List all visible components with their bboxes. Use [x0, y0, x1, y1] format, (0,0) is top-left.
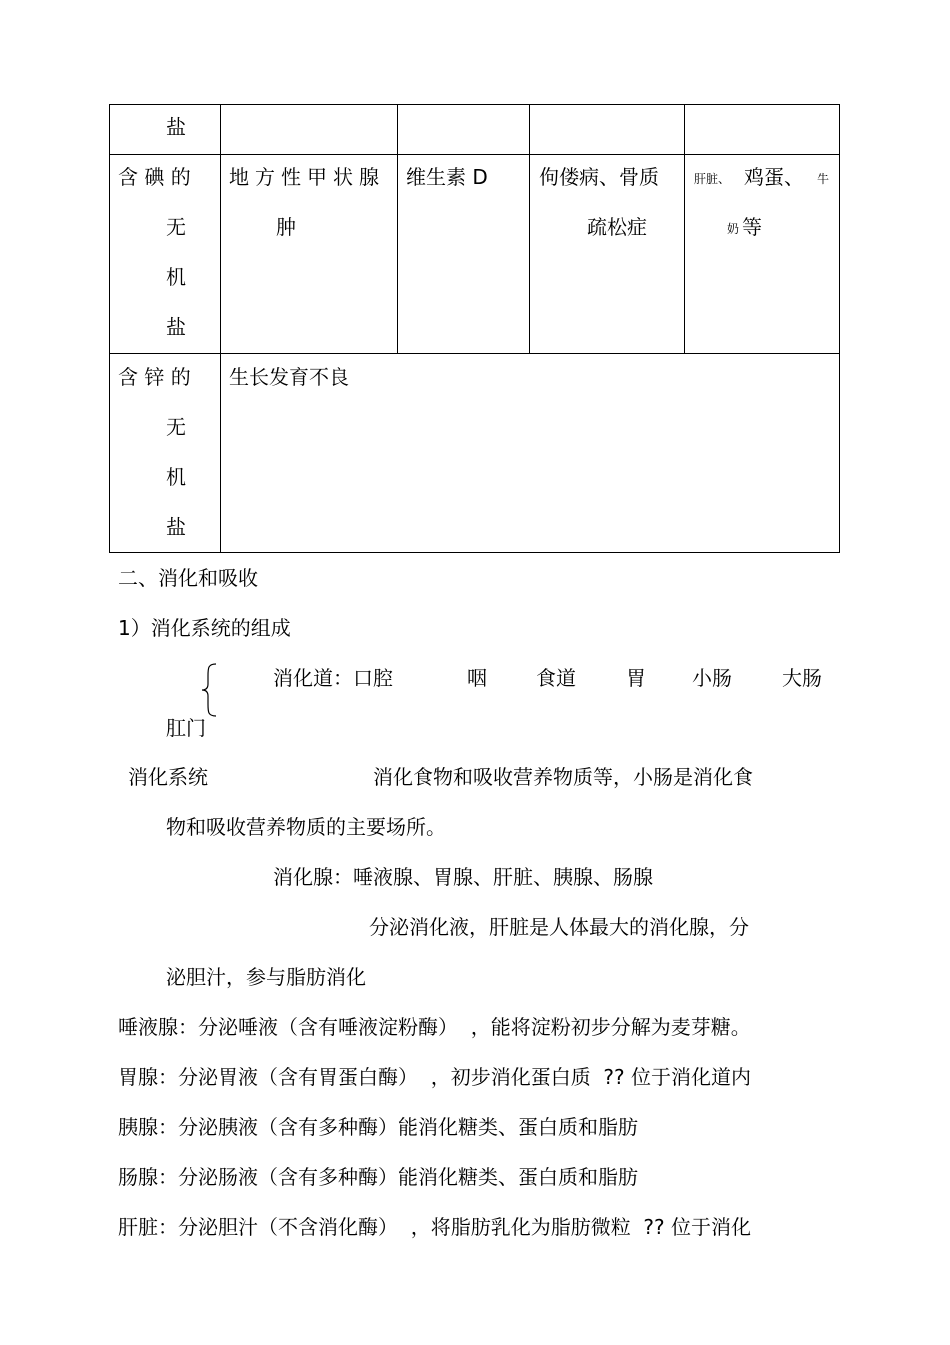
table-cell: 盐 [166, 315, 186, 339]
table-cell: 佝偻病、骨质 [539, 165, 659, 189]
tract-item: 小肠 [692, 666, 732, 690]
table-cell: 等 [742, 215, 762, 239]
table-cell: 盐 [166, 115, 186, 139]
tract-item: 食道 [536, 666, 576, 690]
tract-item: 肛门 [166, 716, 206, 740]
table-cell: 肿 [276, 215, 296, 239]
table-cell: 盐 [166, 515, 186, 539]
table-cell: 维生素 D [406, 165, 488, 189]
gland-item: 唾液腺：分泌唾液（含有唾液淀粉酶） ，能将淀粉初步分解为麦芽糖。 [118, 1015, 751, 1039]
gland-item: 肝脏：分泌胆汁（不含消化酶） ，将脂肪乳化为脂肪微粒 ?? 位于消化 [118, 1215, 752, 1239]
table-cell: 生长发育不良 [229, 365, 349, 389]
table-row-divider [109, 154, 840, 155]
table-col-divider [529, 104, 530, 354]
tract-description: 物和吸收营养物质的主要场所。 [166, 815, 446, 839]
table-row-divider [109, 353, 840, 354]
tract-item: 胃 [626, 666, 646, 690]
brace-icon [198, 662, 220, 718]
table-border-bottom [109, 552, 840, 553]
table-col-divider [220, 104, 221, 553]
digestive-system-label: 消化系统 [128, 765, 208, 789]
tract-item: 咽 [467, 666, 487, 690]
table-cell: 肝脏、 [694, 172, 731, 186]
digestive-tract-label: 消化道：口腔 [273, 666, 393, 690]
table-cell: 无 [166, 215, 186, 239]
tract-description: 消化食物和吸收营养物质等，小肠是消化食 [373, 765, 753, 789]
table-cell: 无 [166, 415, 186, 439]
gland-item: 胰腺：分泌胰液（含有多种酶）能消化糖类、蛋白质和脂肪 [118, 1115, 638, 1139]
table-cell: 含 碘 的 [118, 165, 191, 189]
table-border-top [109, 104, 840, 105]
table-cell: 地方性甲状腺 [229, 165, 385, 189]
subsection-heading: 1）消化系统的组成 [118, 616, 291, 640]
table-cell: 机 [166, 265, 186, 289]
gland-item: 肠腺：分泌肠液（含有多种酶）能消化糖类、蛋白质和脂肪 [118, 1165, 638, 1189]
table-col-divider [684, 104, 685, 354]
table-cell: 机 [166, 465, 186, 489]
digestive-gland-label: 消化腺：唾液腺、胃腺、肝脏、胰腺、肠腺 [273, 865, 653, 889]
table-cell: 牛 [817, 172, 830, 186]
table-border-right [839, 104, 840, 553]
table-cell: 奶 [727, 222, 740, 236]
section-heading: 二、消化和吸收 [118, 566, 258, 590]
gland-description: 泌胆汁，参与脂肪消化 [166, 965, 366, 989]
table-cell: 疏松症 [587, 215, 647, 239]
gland-description: 分泌消化液，肝脏是人体最大的消化腺，分 [369, 915, 749, 939]
tract-item: 大肠 [782, 666, 822, 690]
table-col-divider [397, 104, 398, 354]
gland-item: 胃腺：分泌胃液（含有胃蛋白酶） ，初步消化蛋白质 ?? 位于消化道内 [118, 1065, 752, 1089]
table-cell: 鸡蛋、 [744, 165, 804, 189]
table-border-left [109, 104, 110, 553]
table-cell: 含 锌 的 [118, 365, 191, 389]
